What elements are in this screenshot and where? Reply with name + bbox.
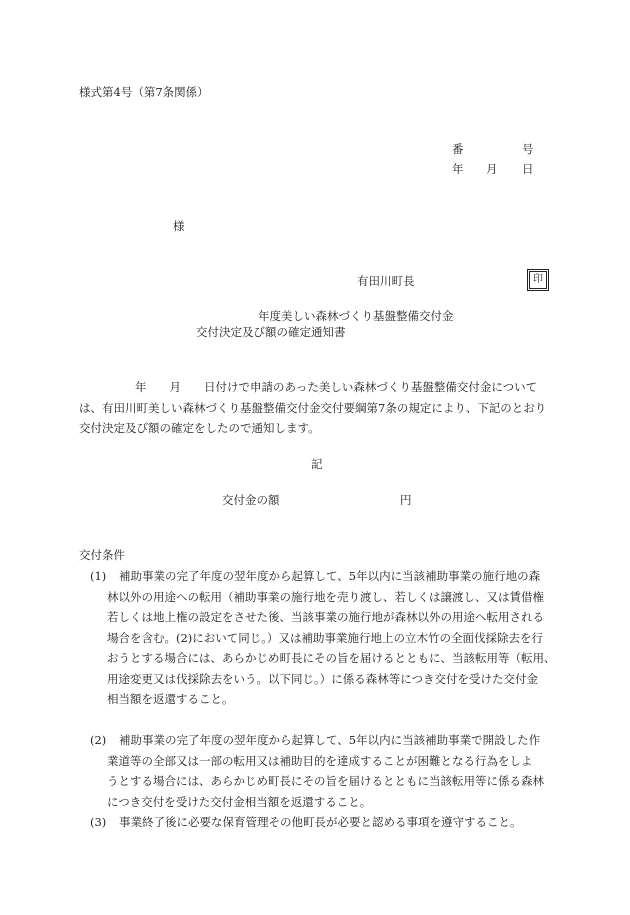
amount-unit: 円 [400,493,412,507]
number-label: 番 [452,142,464,156]
body-line: 年 月 日付けで申請のあった美しい森林づくり基盤整備交付金については、有田川町美しい森林づくり基盤整備交付金交付要綱第7条の規定により、下記のとおり [79,380,547,415]
addressee-honorific: 様 [173,219,185,233]
condition-line: 事業終了後に必要な保育管理その他町長が必要と認める事項を遵守すること。 [119,815,522,829]
condition-line: 若しくは地上権の設定をさせた後、当該事業の施行地が森林以外の用途へ転用される [107,610,544,624]
condition-1 [107,566,556,710]
condition-line: 場合を含む。(2)において同じ。）又は補助事業施行地上の立木竹の全面伐採除去を行 [107,630,544,645]
conditions-heading: 交付条件 [79,548,125,562]
condition-line: 業道等の全部又は一部の転用又は補助目的を達成することが困難となる行為をしよ [107,753,533,768]
condition-2 [107,730,544,812]
form-label: 様式第4号（第7条関係） [79,85,209,99]
seal-mark: 印 [529,271,547,289]
condition-3 [119,812,522,833]
condition-line: 補助事業の完了年度の翌年度から起算して、5年以内に当該補助事業で開設した作 [119,733,541,747]
condition-number: (2) [90,733,107,747]
date-month: 月 [486,162,498,176]
condition-line: おうとする場合には、あらかじめ町長にその旨を届けるとともに、当該転用等（転用、 [107,651,556,665]
amount-label: 交付金の額 [222,493,280,507]
condition-line: 相当額を返還すること。 [107,692,234,706]
date-day: 日 [522,162,534,176]
note-heading: 記 [311,457,323,471]
condition-line: につき交付を受けた交付金相当額を返還すること。 [107,794,372,809]
date-year: 年 [452,162,464,176]
condition-line: 用途変更又は伐採除去をいう。以下同じ。）に係る森林等につき交付を受けた交付金 [107,671,539,686]
document-title-line1: 年度美しい森林づくり基盤整備交付金 [258,309,454,323]
issuer-name: 有田川町長 [357,274,415,288]
body-line: 交付決定及び額の確定をしたので通知します。 [79,421,320,435]
document-title-line2: 交付決定及び額の確定通知書 [196,325,346,339]
condition-line: 補助事業の完了年度の翌年度から起算して、5年以内に当該補助事業の施行地の森 [119,569,541,583]
number-suffix: 号 [522,142,534,156]
body-paragraph [79,377,551,439]
condition-line: 林以外の用途への転用（補助事業の施行地を売り渡し、若しくは譲渡し、又は賃借権 [107,589,544,604]
condition-number: (3) [90,815,107,829]
condition-line: うとする場合には、あらかじめ町長にその旨を届けるとともに当該転用等に係る森林 [107,774,544,788]
condition-number: (1) [90,569,107,583]
